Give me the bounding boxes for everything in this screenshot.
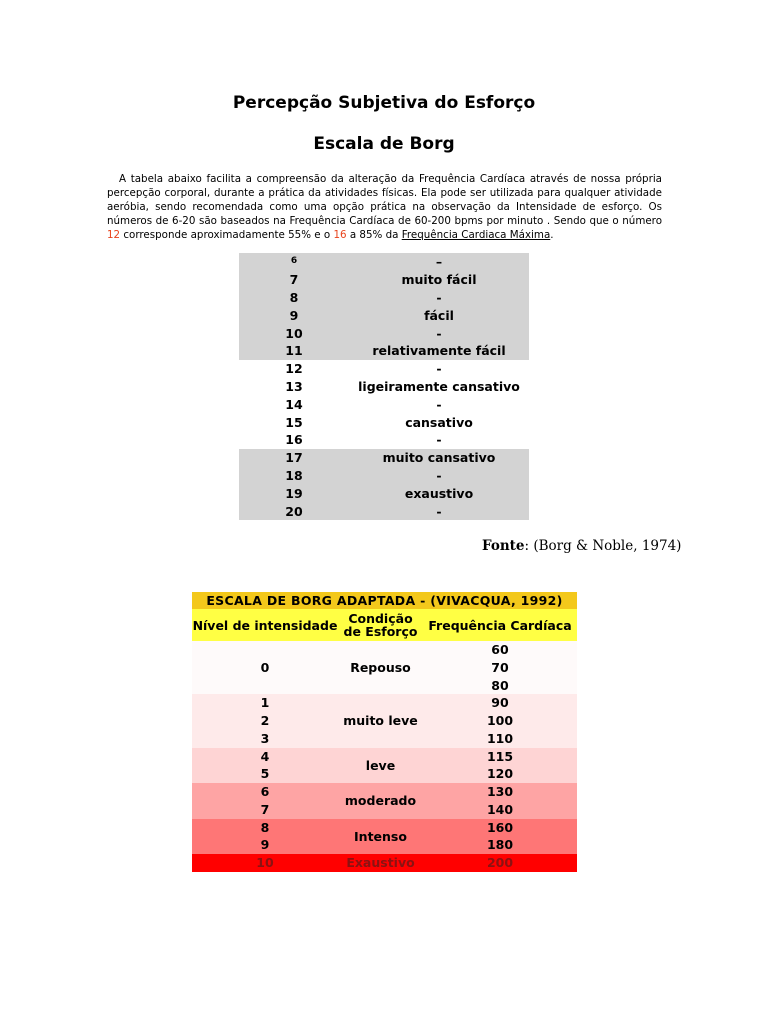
borg-row — [239, 342, 529, 360]
borg-number: 16 — [285, 432, 303, 448]
heart-rate-value: 70 — [491, 659, 509, 675]
header-intensity: Nível de intensidade — [192, 609, 338, 641]
source-citation — [482, 538, 681, 554]
vivacqua-row — [192, 694, 577, 747]
borg-number: 17 — [239, 449, 349, 467]
borg-number: 13 — [285, 378, 303, 394]
effort-condition: Exaustivo — [338, 854, 423, 872]
borg-description: ligeiramente cansativo — [358, 378, 520, 394]
intensity-level — [192, 641, 338, 694]
borg-row — [239, 324, 529, 342]
borg-description: - — [436, 432, 442, 448]
borg-number: 7 — [239, 271, 349, 289]
heart-rate — [423, 854, 577, 872]
heart-rate — [423, 819, 577, 855]
intensity-level-value: 4 — [260, 748, 270, 764]
borg-description: muito cansativo — [349, 449, 529, 467]
borg-number: 9 — [239, 306, 349, 324]
intensity-level — [192, 694, 338, 747]
vivacqua-row — [192, 783, 577, 819]
borg-scale-table — [239, 253, 529, 520]
heart-rate-value: 120 — [486, 766, 514, 782]
borg-description: – — [349, 253, 529, 271]
intensity-level-value: 10 — [256, 855, 274, 870]
borg-description: - — [349, 467, 529, 485]
heart-rate — [423, 783, 577, 819]
heart-rate-value: 80 — [491, 677, 509, 693]
fcmax-link[interactable]: Frequência Cardiaca Máxima — [401, 229, 551, 241]
source-text: : (Borg & Noble, 1974) — [524, 538, 682, 554]
borg-number: 14 — [285, 396, 303, 412]
intensity-level-value: 7 — [260, 801, 270, 817]
heart-rate-value: 100 — [486, 713, 514, 728]
vivacqua-title: ESCALA DE BORG ADAPTADA - (VIVACQUA, 1992) — [192, 592, 577, 609]
heart-rate-value: 110 — [486, 730, 514, 746]
highlight-16: 16 — [333, 229, 347, 241]
borg-row — [239, 413, 529, 431]
borg-row — [239, 306, 529, 324]
intensity-level-value: 1 — [260, 695, 270, 711]
heart-rate — [423, 641, 577, 694]
borg-row — [239, 289, 529, 307]
vivacqua-row — [192, 748, 577, 784]
highlight-12: 12 — [107, 229, 121, 241]
borg-row — [239, 271, 529, 289]
intensity-level-value: 6 — [260, 784, 270, 799]
intensity-level-value — [192, 641, 338, 659]
borg-number: 11 — [239, 342, 349, 360]
borg-description: - — [436, 396, 442, 412]
header-condition: Condição de Esforço — [338, 609, 423, 641]
vivacqua-row — [192, 854, 577, 872]
heart-rate — [423, 748, 577, 784]
borg-number: 18 — [239, 467, 349, 485]
heart-rate-value: 90 — [491, 695, 509, 711]
intensity-level — [192, 854, 338, 872]
borg-description: - — [349, 502, 529, 520]
borg-number: 15 — [285, 414, 303, 430]
page-title: Percepção Subjetiva do Esforço — [232, 93, 536, 113]
borg-number: 19 — [239, 484, 349, 502]
borg-description: - — [349, 324, 529, 342]
source-label: Fonte — [482, 538, 525, 554]
intensity-level-value: 2 — [260, 713, 270, 728]
intro-end: . — [550, 229, 554, 241]
intensity-level-value: 8 — [260, 819, 270, 835]
heart-rate-value: 200 — [486, 855, 514, 870]
heart-rate-value: 130 — [486, 784, 514, 799]
page-subtitle: Escala de Borg — [313, 134, 455, 154]
intro-paragraph — [107, 172, 662, 242]
borg-row — [239, 360, 529, 378]
vivacqua-row — [192, 819, 577, 855]
intensity-level-value: 0 — [260, 659, 270, 675]
heart-rate — [423, 694, 577, 747]
heart-rate-value: 180 — [486, 837, 514, 853]
borg-description: - — [349, 289, 529, 307]
intro-text-2: corresponde aproximadamente 55% e o — [120, 229, 334, 241]
borg-row — [239, 395, 529, 413]
heart-rate-value: 115 — [486, 748, 514, 764]
borg-number: 12 — [285, 361, 303, 377]
borg-number: 8 — [239, 289, 349, 307]
intensity-level — [192, 783, 338, 819]
borg-description: relativamente fácil — [349, 342, 529, 360]
effort-condition: Intenso — [338, 819, 423, 855]
effort-condition: muito leve — [338, 694, 423, 747]
borg-number: 10 — [239, 324, 349, 342]
intensity-level-value: 3 — [260, 730, 270, 746]
heart-rate-value: 60 — [491, 642, 509, 657]
effort-condition: leve — [338, 748, 423, 784]
borg-description: cansativo — [405, 414, 473, 430]
borg-row — [239, 449, 529, 467]
vivacqua-table — [192, 592, 577, 872]
borg-row — [239, 378, 529, 396]
borg-description: - — [436, 361, 442, 377]
borg-description: fácil — [349, 306, 529, 324]
effort-condition: Repouso — [338, 641, 423, 694]
intensity-level-value: 9 — [260, 837, 270, 853]
borg-number: 20 — [239, 502, 349, 520]
intensity-level — [192, 748, 338, 784]
borg-number: 6 — [239, 253, 349, 271]
borg-description: muito fácil — [349, 271, 529, 289]
borg-row — [239, 484, 529, 502]
header-heart-rate: Frequência Cardíaca — [423, 609, 577, 641]
borg-row — [239, 431, 529, 449]
intensity-level — [192, 819, 338, 855]
borg-row — [239, 253, 529, 271]
intro-text-1: A tabela abaixo facilita a compreensão da alteração da Frequência Cardíaca através de nossa própria percepção corporal, durante a prática da atividades físicas. Ela pode ser utilizada para qualquer atividade aeróbia, sendo recomendada como uma opção prática na observação da Intensidade de esforço. Os números de 6-20 são baseados na Frequência Cardíaca de 60-200 bpms por minuto . Sendo que o número — [107, 173, 662, 227]
vivacqua-row — [192, 641, 577, 694]
borg-row — [239, 467, 529, 485]
intensity-level-value: 5 — [260, 766, 270, 782]
heart-rate-value: 160 — [486, 819, 514, 835]
intro-text-3: a 85% da — [346, 229, 402, 241]
borg-description: exaustivo — [349, 484, 529, 502]
borg-row — [239, 502, 529, 520]
intensity-level-value — [192, 677, 338, 695]
effort-condition: moderado — [338, 783, 423, 819]
heart-rate-value: 140 — [486, 801, 514, 817]
